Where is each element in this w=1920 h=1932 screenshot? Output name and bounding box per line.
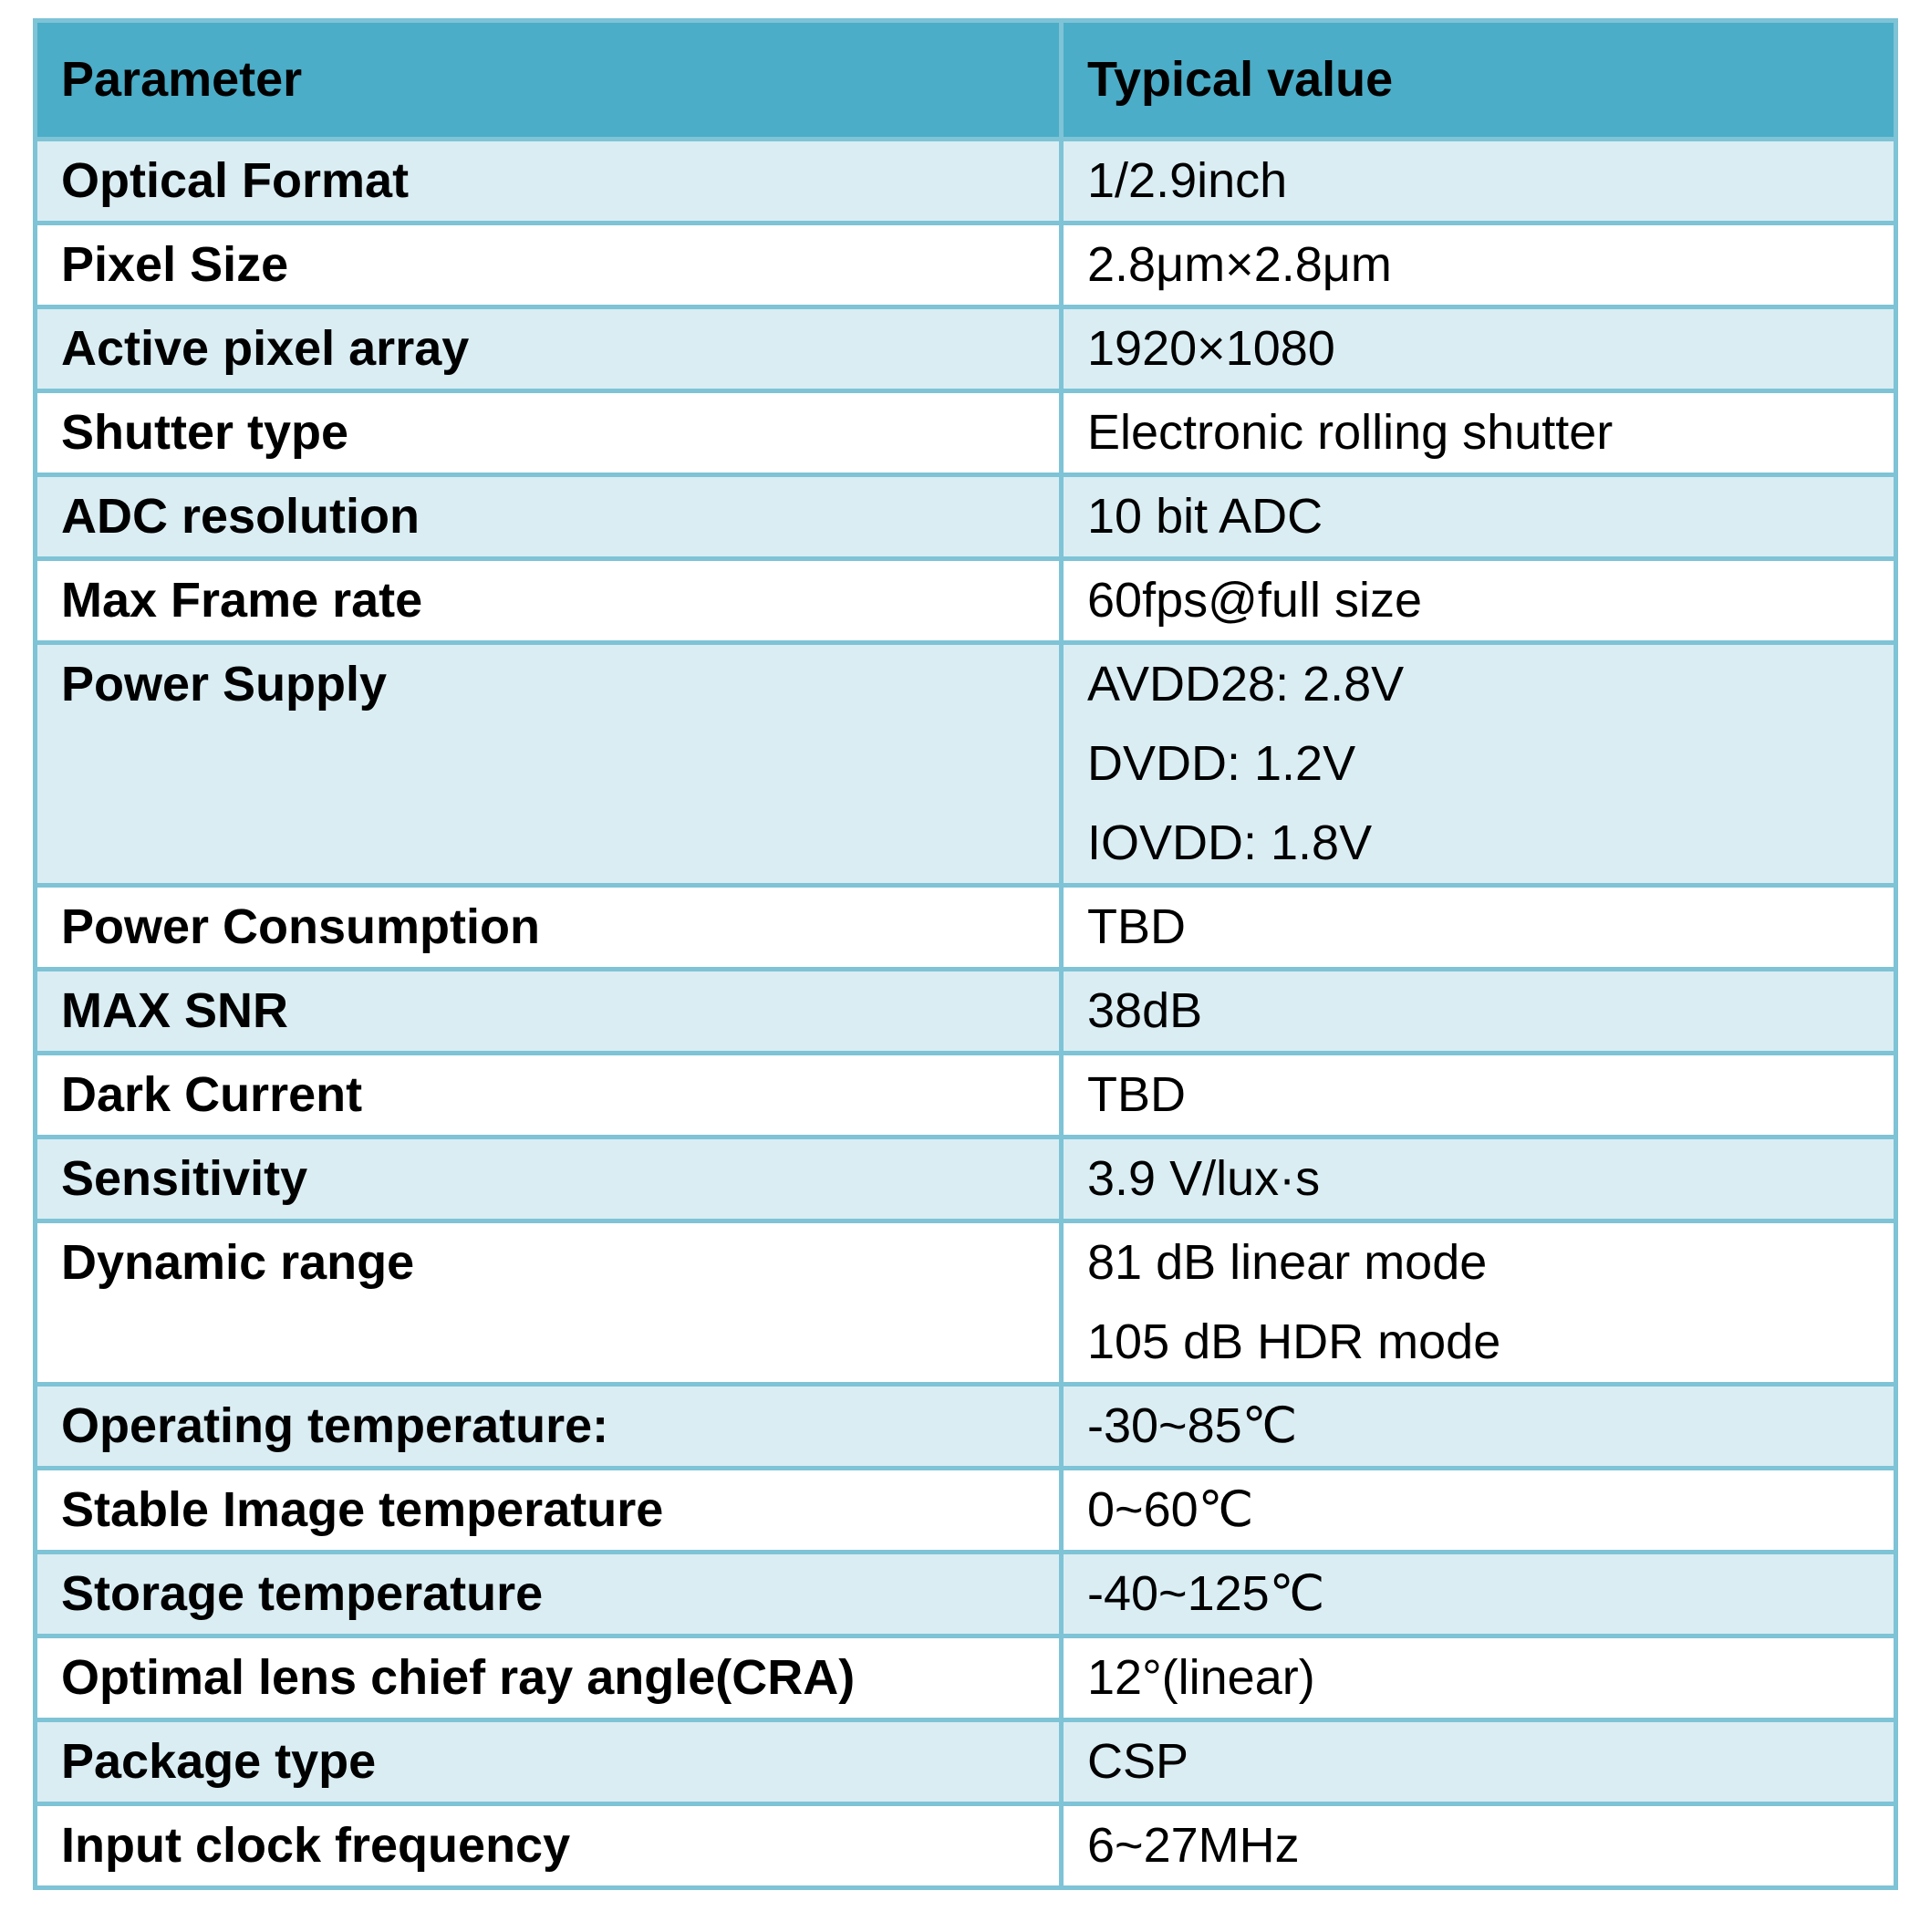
value-cell: [1062, 1720, 1896, 1804]
table-row: [36, 886, 1896, 970]
table-row: [36, 1221, 1896, 1385]
parameter-cell: Power Supply: [36, 643, 1062, 886]
parameter-cell: Package type: [36, 1720, 1062, 1804]
parameter-cell: Sensitivity: [36, 1137, 1062, 1221]
value-line: 10 bit ADC: [1087, 489, 1323, 544]
table-row: [36, 559, 1896, 643]
value-line: 38dB: [1087, 983, 1203, 1038]
parameter-cell: Max Frame rate: [36, 559, 1062, 643]
value-cell: [1062, 1469, 1896, 1553]
value-cell: [1062, 970, 1896, 1054]
parameter-cell: Optical Format: [36, 140, 1062, 223]
value-cell: [1062, 1137, 1896, 1221]
value-line: DVDD: 1.2V: [1087, 736, 1356, 791]
spec-table: [33, 18, 1898, 1890]
value-line: AVDD28: 2.8V: [1087, 657, 1405, 712]
value-line: 2.8μm×2.8μm: [1087, 237, 1392, 292]
parameter-cell: Storage temperature: [36, 1553, 1062, 1636]
value-cell: [1062, 559, 1896, 643]
table-row: [36, 1137, 1896, 1221]
table-row: [36, 643, 1896, 886]
value-line: 105 dB HDR mode: [1087, 1314, 1501, 1369]
value-line: 3.9 V/lux·s: [1087, 1151, 1321, 1206]
value-cell: [1062, 1636, 1896, 1720]
value-line: 81 dB linear mode: [1087, 1235, 1488, 1290]
value-line: 1/2.9inch: [1087, 153, 1288, 208]
value-cell: [1062, 1054, 1896, 1137]
table-row: [36, 1469, 1896, 1553]
value-line: IOVDD: 1.8V: [1087, 815, 1373, 870]
header-row: [36, 21, 1896, 140]
header-parameter: Parameter: [36, 21, 1062, 140]
parameter-cell: Stable Image temperature: [36, 1469, 1062, 1553]
table-row: [36, 391, 1896, 475]
value-cell: [1062, 1804, 1896, 1888]
value-cell: [1062, 140, 1896, 223]
parameter-cell: Active pixel array: [36, 307, 1062, 391]
table-row: [36, 223, 1896, 307]
table-row: [36, 1385, 1896, 1469]
value-line: -40~125℃: [1087, 1566, 1325, 1621]
value-cell: [1062, 307, 1896, 391]
value-cell: [1062, 1553, 1896, 1636]
table-row: [36, 140, 1896, 223]
table-row: [36, 475, 1896, 559]
table-row: [36, 1054, 1896, 1137]
value-cell: [1062, 475, 1896, 559]
value-line: 6~27MHz: [1087, 1818, 1300, 1873]
value-line: 60fps@full size: [1087, 573, 1422, 628]
parameter-cell: Shutter type: [36, 391, 1062, 475]
value-line: 1920×1080: [1087, 321, 1335, 376]
value-line: CSP: [1087, 1734, 1189, 1789]
parameter-cell: MAX SNR: [36, 970, 1062, 1054]
value-line: TBD: [1087, 899, 1186, 954]
value-line: 12°(linear): [1087, 1650, 1315, 1705]
value-line: TBD: [1087, 1067, 1186, 1122]
parameter-cell: Pixel Size: [36, 223, 1062, 307]
value-cell: [1062, 886, 1896, 970]
value-cell: [1062, 391, 1896, 475]
value-cell: [1062, 1385, 1896, 1469]
table-header: [36, 21, 1896, 140]
parameter-cell: Power Consumption: [36, 886, 1062, 970]
parameter-cell: Dark Current: [36, 1054, 1062, 1137]
value-line: 0~60℃: [1087, 1482, 1254, 1537]
value-line: Electronic rolling shutter: [1087, 405, 1614, 460]
value-cell: [1062, 223, 1896, 307]
parameter-cell: ADC resolution: [36, 475, 1062, 559]
table-row: [36, 1553, 1896, 1636]
table-row: [36, 970, 1896, 1054]
parameter-cell: Optimal lens chief ray angle(CRA): [36, 1636, 1062, 1720]
parameter-cell: Operating temperature:: [36, 1385, 1062, 1469]
table-row: [36, 1636, 1896, 1720]
table-row: [36, 307, 1896, 391]
parameter-cell: Input clock frequency: [36, 1804, 1062, 1888]
table-row: [36, 1720, 1896, 1804]
table-body: [36, 140, 1896, 1888]
header-typical-value: Typical value: [1062, 21, 1896, 140]
value-cell: [1062, 643, 1896, 886]
value-line: -30~85℃: [1087, 1398, 1298, 1453]
value-cell: [1062, 1221, 1896, 1385]
parameter-cell: Dynamic range: [36, 1221, 1062, 1385]
table-row: [36, 1804, 1896, 1888]
